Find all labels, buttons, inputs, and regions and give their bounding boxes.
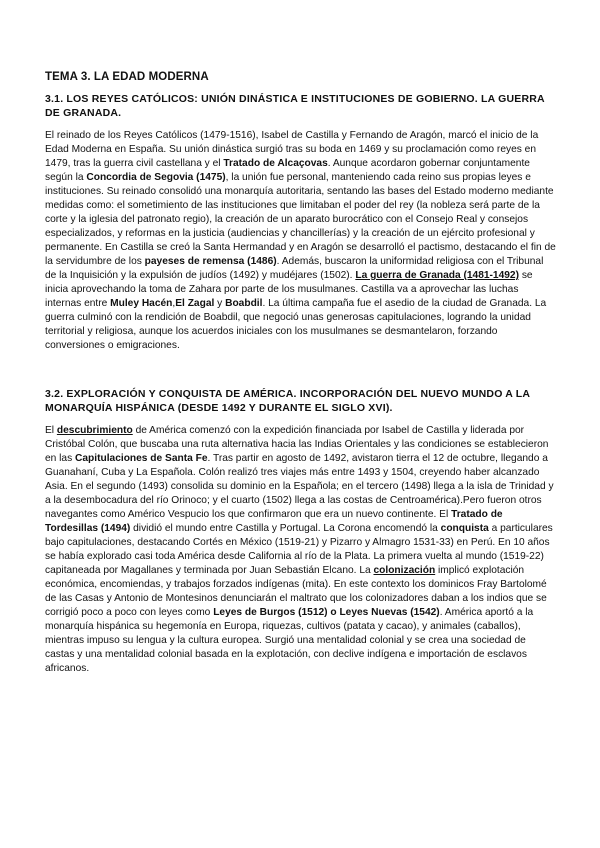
s2-text-1: El xyxy=(45,425,57,436)
s2-text-7: . América aportó a la monarquía hispánica su hegemonía en Europa, riquezas, cultivos (patata y cacao), y animales (caballos), mientras impuso su lengua y la cultura europea. Surgió una mentalidad colonial y se crea una sociedad de castas y una mentalidad colonial basada en la explotación, con declive indígena e importación de esclavos africanos. xyxy=(45,607,534,674)
s2-text-3: . Tras partir en agosto de 1492, avistaron tierra el 12 de octubre, llegando a Guanahaní, Cuba y La Española. Colón realizó tres viajes más entre 1493 y 1504, creyendo haber alcanzado Asia. En el segundo (1493) consolida su dominio en la Española; en el tercero (1498) llega a la isla de Trinidad y a la desembocadura del río Orinoco; y el cuarto (1502) llega a las costas de Centroamérica).Pero fueron otros navegantes como Américo Vespucio los que confirmaron que era un nuevo continente. El xyxy=(45,453,554,520)
s1-text-6: , xyxy=(172,298,176,309)
s2-bold-leyes: Leyes de Burgos (1512) o Leyes Nuevas (1542) xyxy=(213,607,440,618)
s2-bold-colonizacion: colonización xyxy=(373,565,436,576)
s1-text-4: . Además, buscaron la uniformidad religiosa con el Tribunal de la Inquisición y la expulsión de judíos (1492) y mudéjares (1502). xyxy=(45,256,544,281)
s2-bold-capitulaciones-santa-fe: Capitulaciones de Santa Fe xyxy=(75,453,208,464)
section-2-heading: 3.2. EXPLORACIÓN Y CONQUISTA DE AMÉRICA. INCORPORACIÓN DEL NUEVO MUNDO A LA MONARQUÍA HISPÁNICA (DESDE 1492 Y DURANTE EL SIGLO XVI). xyxy=(45,388,530,414)
document-title: TEMA 3. LA EDAD MODERNA xyxy=(45,71,209,83)
s2-text-2: de América comenzó con la expedición financiada por Isabel de Castilla y liderada por Cristóbal Colón, que buscaba una ruta alternativa hacia las Indias Orientales y las condiciones se establecieron en las xyxy=(45,425,549,464)
s2-text-4: dividió el mundo entre Castilla y Portugal. La Corona encomendó la xyxy=(130,523,441,534)
s1-bold-guerra-granada: La guerra de Granada (1481-1492) xyxy=(355,270,519,281)
s2-bold-conquista: conquista xyxy=(440,523,489,534)
section-1-paragraph xyxy=(45,129,557,353)
section-2-paragraph xyxy=(45,424,557,676)
s1-text-1: El reinado de los Reyes Católicos (1479-1516), Isabel de Castilla y Fernando de Aragón, marcó el inicio de la Edad Moderna en España. Su unión dinástica surgió tras su boda en 1469 y su proclamación como reyes en 1479, tras la guerra civil castellana y el xyxy=(45,130,539,169)
section-spacer xyxy=(45,353,557,387)
s1-text-2: . Aunque acordaron gobernar conjuntamente según la xyxy=(45,158,530,183)
s2-text-6: implicó explotación económica, encomiendas, y trabajos forzados indígenas (mita). En este contexto los dominicos Fray Bartolomé de las Casas y Antonio de Montesinos denunciarán el maltrato que los colonizadores daban a los indios que se corrigió poco a poco con leyes como xyxy=(45,565,547,618)
s1-bold-payeses-remensa: payeses de remensa (1486) xyxy=(144,256,277,267)
s1-bold-el-zagal: El Zagal xyxy=(175,298,215,309)
s2-text-5: a particulares bajo capitulaciones, destacando Cortés en México (1519-21) y Pizarro y Almagro 1531-33) en Perú. En 10 años se había explorado casi toda América desde California al río de la Plata. La primera vuelta al mundo (1519-22) capitaneada por Magallanes y terminada por Juan Sebastián Elcano. La xyxy=(45,523,553,576)
s1-bold-tratado-alcacovas: Tratado de Alcaçovas xyxy=(223,158,328,169)
s2-bold-descubrimiento: descubrimiento xyxy=(56,425,133,436)
s1-bold-boabdil: Boabdil xyxy=(225,298,263,309)
s2-bold-tratado-tordesillas: Tratado de Tordesillas (1494) xyxy=(45,509,503,534)
section-1-heading: 3.1. LOS REYES CATÓLICOS: UNIÓN DINÁSTICA E INSTITUCIONES DE GOBIERNO. LA GUERRA DE GRANADA. xyxy=(45,93,545,119)
s1-text-3: , la unión fue personal, manteniendo cada reino sus propias leyes e instituciones. Su reinado consolidó una monarquía autoritaria, sentando las bases del Estado moderno mediante medidas como: el sometimiento de las instituciones que limitaban el poder del rey (la nobleza será parte de la corte y la iglesia del patronato regio), la creación de un aparato burocrático con el Consejo Real y consejos especializados, y reformas en la justicia (audiencias y chancillerías) y la creación de un ejército profesional y permanente. En Castilla se creó la Santa Hermandad y en Aragón se desarrolló el pactismo, destacando el fin de la servidumbre de los xyxy=(45,172,556,267)
s1-text-5: se inicia aprovechando la toma de Zahara por parte de los musulmanes. Castilla va a aprovechar las luchas internas entre xyxy=(45,270,533,309)
s1-text-7: y xyxy=(214,298,226,309)
s1-bold-muley-hacen: Muley Hacén xyxy=(110,298,173,309)
document-page xyxy=(45,71,557,676)
s1-text-8: . La última campaña fue el asedio de la ciudad de Granada. La guerra culminó con la rendición de Boabdil, que negoció unas generosas capitulaciones, logrando la unidad territorial y religiosa, aunque los acuerdos iniciales con los musulmanes se desmantelaron, forzando conversiones o emigraciones. xyxy=(45,298,547,351)
s1-bold-concordia-segovia: Concordia de Segovia (1475) xyxy=(86,172,226,183)
